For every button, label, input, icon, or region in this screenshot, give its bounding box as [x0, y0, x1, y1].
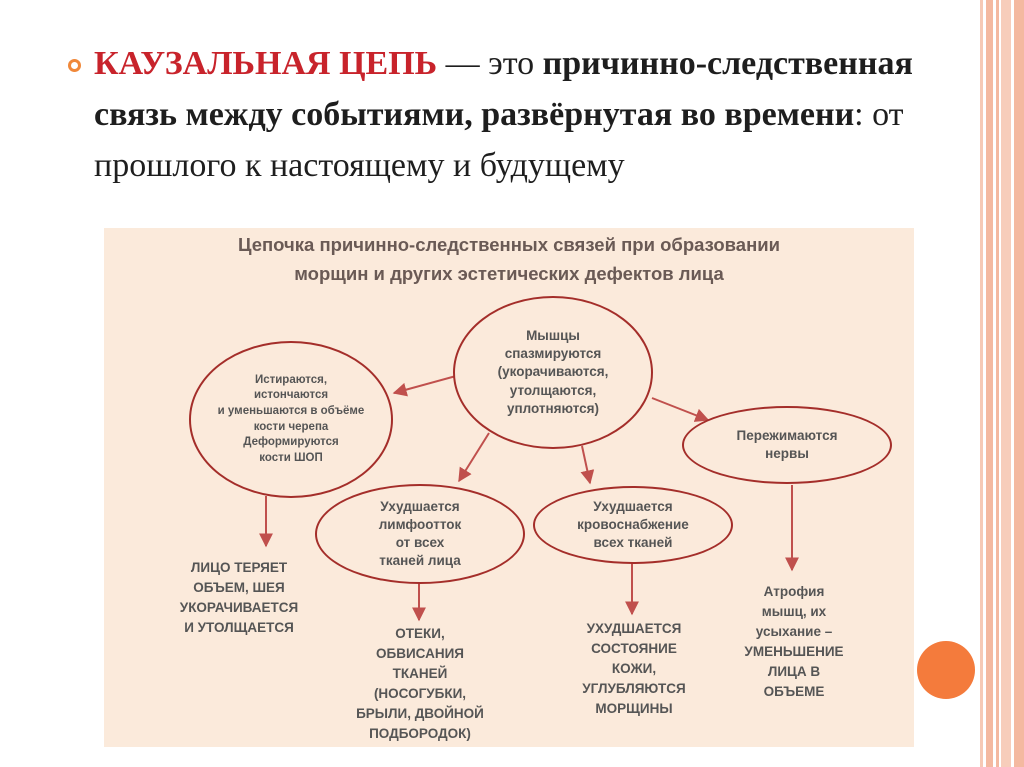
outcome-face-volume — [154, 558, 324, 638]
text-line: усыхание – — [755, 624, 833, 639]
diagram-title: Цепочка причинно-следственных связей при образовании морщин и других эстетических дефектов лица — [237, 234, 781, 284]
decorative-stripes — [980, 0, 1024, 767]
text-line: (НОСОГУБКИ, — [373, 686, 467, 701]
arrow-center-lymph — [459, 433, 489, 481]
text-line: Ухудшается — [380, 498, 460, 514]
node-nerves-text — [737, 427, 838, 463]
text-line: ЛИЦА В — [767, 664, 821, 679]
text-line: УМЕНЬШЕНИЕ — [744, 644, 844, 659]
text-line: утолщаются, — [509, 382, 597, 398]
node-nerves — [682, 406, 892, 484]
text-line: ОБЪЕМ, ШЕЯ — [193, 580, 285, 595]
text-line: нервы — [765, 446, 809, 461]
arrow-center-right — [652, 398, 708, 420]
text-line: И УТОЛЩАЕТСЯ — [184, 620, 294, 635]
node-bones — [189, 341, 393, 498]
diagram-panel — [104, 228, 914, 747]
text-line: ПОДБОРОДОК) — [369, 726, 471, 741]
text-line: кровоснабжение — [577, 516, 689, 532]
dash: — это — [437, 45, 543, 82]
text-line: КОЖИ, — [611, 661, 657, 676]
text-line: мышц, их — [761, 604, 827, 619]
outcome-skin — [549, 619, 719, 719]
text-line: Истираются, — [254, 373, 328, 386]
text-line: МОРЩИНЫ — [595, 701, 673, 716]
node-blood — [533, 486, 733, 564]
slide-definition — [94, 38, 944, 191]
outcome-edema — [330, 624, 510, 744]
definition-bold: причинно-следственная связь между событиями, развёрнутая во времени — [94, 45, 913, 133]
text-line: ЛИЦО ТЕРЯЕТ — [190, 560, 288, 575]
text-line: Деформируются — [243, 436, 339, 449]
text-line: ОТЕКИ, — [395, 626, 445, 641]
text-line: Ухудшается — [593, 498, 673, 514]
text-line: УГЛУБЛЯЮТСЯ — [582, 681, 686, 696]
text-line: кости ШОП — [259, 451, 323, 464]
text-line: БРЫЛИ, ДВОЙНОЙ — [356, 706, 484, 721]
outcome-atrophy — [714, 582, 874, 702]
definition-rest: : от прошлого к настоящему и будущему — [94, 96, 904, 184]
text-line: Мышцы — [526, 327, 580, 343]
node-lymph-text — [379, 498, 462, 571]
node-muscles-text — [498, 327, 609, 418]
bullet-icon — [68, 59, 81, 72]
text-line: Атрофия — [763, 584, 825, 599]
text-line: всех тканей — [593, 535, 673, 551]
text-line: (укорачиваются, — [497, 364, 609, 380]
text-line: тканей лица — [379, 553, 461, 569]
text-line: УХУДШАЕТСЯ — [586, 621, 682, 636]
node-muscles-spasm — [453, 296, 653, 449]
text-line: СОСТОЯНИЕ — [591, 641, 677, 656]
term: КАУЗАЛЬНАЯ ЦЕПЬ — [94, 45, 438, 82]
text-line: истончаются — [253, 389, 329, 402]
node-blood-text — [577, 498, 689, 553]
text-line: ОБЪЕМЕ — [763, 684, 825, 699]
text-line: и уменьшаются в объёме — [217, 404, 365, 417]
text-line: Пережимаются — [736, 427, 838, 443]
text-line: уплотняются) — [506, 400, 600, 416]
node-lymph — [315, 484, 525, 584]
arrow-center-left — [394, 376, 456, 393]
node-bones-text — [218, 373, 365, 466]
text-line: от всех — [395, 535, 445, 550]
text-line: ТКАНЕЙ — [392, 666, 448, 681]
text-line: ОБВИСАНИЯ — [376, 646, 464, 661]
text-line: спазмируются — [504, 346, 602, 362]
arrow-center-blood — [582, 446, 590, 483]
text-line: УКОРАЧИВАЕТСЯ — [179, 600, 299, 615]
text-line: кости черепа — [253, 420, 329, 433]
text-line: лимфоотток — [378, 516, 462, 532]
accent-dot — [917, 641, 975, 699]
